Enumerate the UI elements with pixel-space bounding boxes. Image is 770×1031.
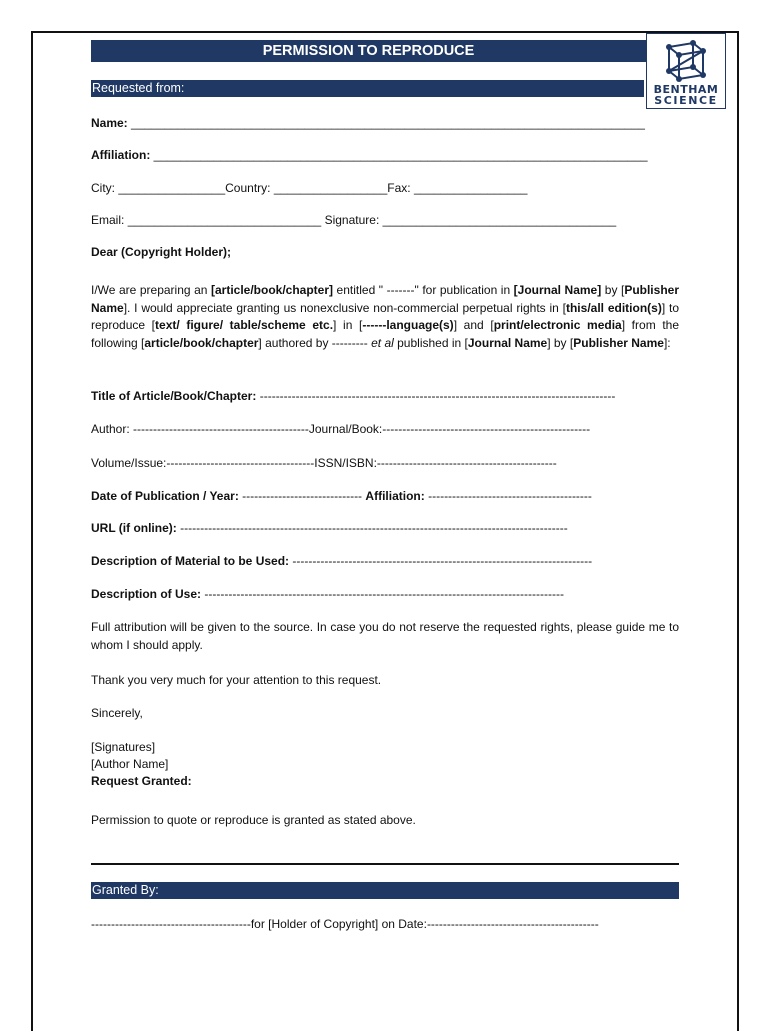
issn-field[interactable]: --------------------------------------------- [376, 456, 557, 470]
thanks-line: Thank you very much for your attention to this request. [91, 673, 382, 687]
affiliation-label: Affiliation: [91, 148, 151, 162]
use-row [91, 587, 564, 601]
location-row [91, 181, 527, 195]
granted-line [91, 917, 599, 931]
signatures-line: [Signatures] [91, 740, 156, 754]
date-row [91, 489, 592, 503]
country-field[interactable]: _________________ [273, 181, 388, 195]
city-field[interactable]: ________________ [118, 181, 226, 195]
date-field[interactable]: ------------------------------ [242, 489, 363, 503]
request-paragraph: I/We are preparing an [article/book/chapter] entitled " -------" for publication in [Journal Name] by [Publisher Name]. I would appreciate granting us nonexclusive non-commercial perpetual rights in [this/all edition(s)] to reproduce [text/ figure/ table/scheme etc.] in [------language(s)] and [print/electronic media] from the following [article/book/chapter] authored by --------- et al published in [Journal Name] by [Publisher Name]: [91, 283, 680, 350]
volume-label: Volume/Issue: [91, 456, 167, 470]
signature-label: Signature: [324, 213, 380, 227]
title-field-row [91, 389, 615, 403]
use-label: Description of Use: [91, 587, 202, 601]
affiliation2-label: Affiliation: [365, 489, 425, 503]
page-title: PERMISSION TO REPRODUCE [91, 40, 646, 62]
logo-text-science: SCIENCE [654, 94, 718, 107]
email-field[interactable]: _____________________________ [127, 213, 322, 227]
granted-date-field[interactable]: ------------------------------------------- [426, 917, 599, 931]
name-label: Name: [91, 116, 128, 130]
journal-label: Journal/Book: [308, 422, 383, 436]
salutation: Dear (Copyright Holder); [91, 245, 232, 259]
fax-field[interactable]: _________________ [413, 181, 528, 195]
material-row [91, 554, 592, 568]
email-row [91, 213, 616, 227]
attribution-paragraph: Full attribution will be given to the source. In case you do not reserve the requested rights, please guide me to whom I should apply. [91, 620, 679, 652]
date-label: Date of Publication / Year: [91, 489, 239, 503]
requested-from-heading: Requested from: [91, 80, 644, 97]
journal-field[interactable]: ---------------------------------------------------- [382, 422, 591, 436]
sincerely-line: Sincerely, [91, 706, 143, 720]
issn-label: ISSN/ISBN: [314, 456, 377, 470]
granted-holder-label: for [Holder of Copyright] on Date: [250, 917, 427, 931]
author-row [91, 422, 590, 436]
granted-by-heading: Granted By: [91, 882, 679, 899]
publisher-logo [646, 33, 726, 109]
affiliation-field[interactable]: __________________________________________________________________________ [153, 148, 648, 162]
permission-line: Permission to quote or reproduce is granted as stated above. [91, 813, 416, 827]
material-label: Description of Material to be Used: [91, 554, 290, 568]
affiliation2-field[interactable]: ----------------------------------------- [428, 489, 592, 503]
url-label: URL (if online): [91, 521, 177, 535]
country-label: Country: [225, 181, 271, 195]
title-label: Title of Article/Book/Chapter: [91, 389, 257, 403]
logo-text-bentham: BENTHAM [653, 83, 719, 96]
url-field[interactable]: ------------------------------------------------------------------------------------------------- [180, 521, 568, 535]
name-row [91, 116, 645, 130]
granted-signature-field[interactable]: ---------------------------------------- [91, 917, 251, 931]
author-label: Author: [91, 422, 130, 436]
fax-label: Fax: [387, 181, 411, 195]
signature-field[interactable]: ___________________________________ [382, 213, 617, 227]
volume-row [91, 456, 557, 470]
volume-field[interactable]: ------------------------------------- [166, 456, 315, 470]
author-name-line: [Author Name] [91, 757, 169, 771]
url-row [91, 521, 568, 535]
divider [91, 863, 679, 865]
name-field[interactable]: _____________________________________________________________________________ [131, 116, 645, 130]
city-label: City: [91, 181, 115, 195]
material-field[interactable]: --------------------------------------------------------------------------- [292, 554, 593, 568]
email-label: Email: [91, 213, 125, 227]
author-field[interactable]: -------------------------------------------- [133, 422, 309, 436]
use-field[interactable]: ------------------------------------------------------------------------------------------ [204, 587, 565, 601]
affiliation-row [91, 148, 648, 162]
cube-molecule-icon [663, 37, 709, 83]
title-field[interactable]: ----------------------------------------------------------------------------------------- [259, 389, 616, 403]
request-granted-heading: Request Granted: [91, 774, 192, 788]
